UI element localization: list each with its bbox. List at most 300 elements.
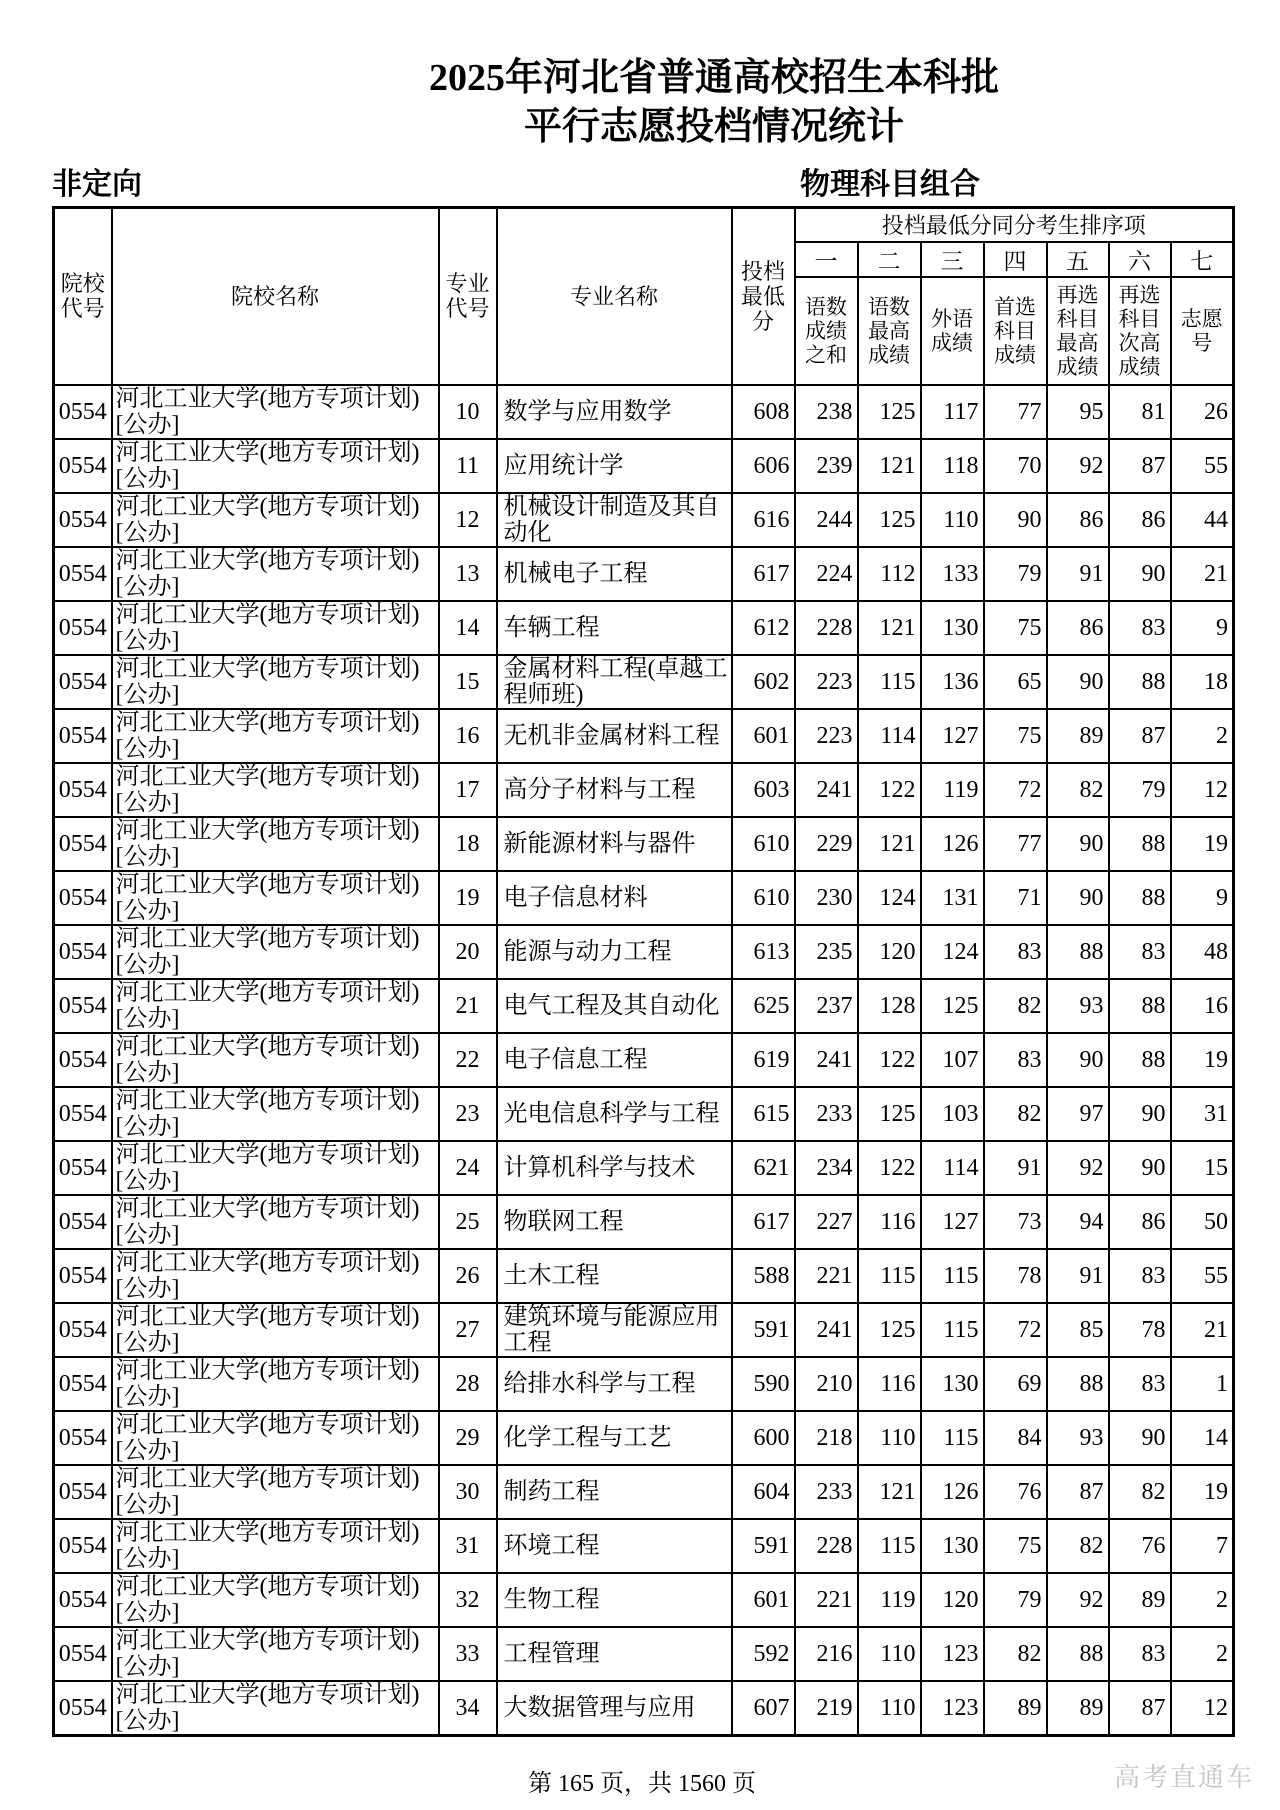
header-major-name: 专业名称: [497, 208, 732, 385]
tiebreak-6-cell: 86: [1109, 1195, 1171, 1249]
college-name-cell: 河北工业大学(地方专项计划)[公办]: [112, 385, 439, 439]
header-tiebreak-label-7: 志愿号: [1171, 277, 1234, 385]
college-name-cell: 河北工业大学(地方专项计划)[公办]: [112, 817, 439, 871]
min-score-cell: 592: [732, 1627, 795, 1681]
major-code-cell: 26: [439, 1249, 497, 1303]
header-ordinal-7: 七: [1171, 242, 1234, 277]
tiebreak-5-cell: 87: [1047, 1465, 1109, 1519]
college-code-cell: 0554: [54, 1411, 112, 1465]
major-name-cell: 应用统计学: [497, 439, 732, 493]
college-code-cell: 0554: [54, 979, 112, 1033]
major-code-cell: 18: [439, 817, 497, 871]
tiebreak-5-cell: 90: [1047, 817, 1109, 871]
tiebreak-3-cell: 131: [921, 871, 984, 925]
major-code-cell: 15: [439, 655, 497, 709]
tiebreak-7-cell: 50: [1171, 1195, 1234, 1249]
table-row: [54, 547, 1234, 601]
tiebreak-1-cell: 230: [795, 871, 858, 925]
college-code-cell: 0554: [54, 1573, 112, 1627]
college-code-cell: 0554: [54, 871, 112, 925]
tiebreak-2-cell: 128: [858, 979, 921, 1033]
tiebreak-1-cell: 224: [795, 547, 858, 601]
tiebreak-3-cell: 115: [921, 1249, 984, 1303]
tiebreak-2-cell: 122: [858, 763, 921, 817]
tiebreak-7-cell: 2: [1171, 1627, 1234, 1681]
college-name-cell: 河北工业大学(地方专项计划)[公办]: [112, 1195, 439, 1249]
college-code-cell: 0554: [54, 655, 112, 709]
table-row: [54, 1033, 1234, 1087]
header-ordinal-6: 六: [1109, 242, 1171, 277]
tiebreak-2-cell: 122: [858, 1033, 921, 1087]
tiebreak-7-cell: 18: [1171, 655, 1234, 709]
tiebreak-2-cell: 121: [858, 439, 921, 493]
tiebreak-7-cell: 2: [1171, 709, 1234, 763]
tiebreak-1-cell: 210: [795, 1357, 858, 1411]
tiebreak-4-cell: 90: [984, 493, 1047, 547]
major-name-cell: 车辆工程: [497, 601, 732, 655]
table-row: [54, 709, 1234, 763]
table-row: [54, 1411, 1234, 1465]
tiebreak-1-cell: 237: [795, 979, 858, 1033]
tiebreak-1-cell: 241: [795, 1033, 858, 1087]
tiebreak-7-cell: 21: [1171, 547, 1234, 601]
major-code-cell: 21: [439, 979, 497, 1033]
tiebreak-1-cell: 219: [795, 1681, 858, 1736]
tiebreak-4-cell: 76: [984, 1465, 1047, 1519]
tiebreak-5-cell: 92: [1047, 1141, 1109, 1195]
min-score-cell: 603: [732, 763, 795, 817]
tiebreak-5-cell: 88: [1047, 925, 1109, 979]
min-score-cell: 619: [732, 1033, 795, 1087]
tiebreak-4-cell: 71: [984, 871, 1047, 925]
tiebreak-7-cell: 12: [1171, 763, 1234, 817]
tiebreak-1-cell: 228: [795, 1519, 858, 1573]
tiebreak-5-cell: 90: [1047, 1033, 1109, 1087]
tiebreak-7-cell: 19: [1171, 817, 1234, 871]
table-row: [54, 1195, 1234, 1249]
tiebreak-5-cell: 97: [1047, 1087, 1109, 1141]
page-title-line2: 平行志愿投档情况统计: [523, 106, 904, 148]
tiebreak-4-cell: 91: [984, 1141, 1047, 1195]
tiebreak-7-cell: 19: [1171, 1465, 1234, 1519]
table-row: [54, 493, 1234, 547]
tiebreak-4-cell: 79: [984, 1573, 1047, 1627]
tiebreak-6-cell: 78: [1109, 1303, 1171, 1357]
tiebreak-7-cell: 15: [1171, 1141, 1234, 1195]
table-row: [54, 1087, 1234, 1141]
tiebreak-6-cell: 87: [1109, 709, 1171, 763]
meta-row: [52, 164, 1232, 206]
college-code-cell: 0554: [54, 1303, 112, 1357]
tiebreak-6-cell: 90: [1109, 1087, 1171, 1141]
tiebreak-4-cell: 75: [984, 709, 1047, 763]
major-code-cell: 22: [439, 1033, 497, 1087]
min-score-cell: 607: [732, 1681, 795, 1736]
college-code-cell: 0554: [54, 1681, 112, 1736]
table-row: [54, 1141, 1234, 1195]
major-name-cell: 电子信息材料: [497, 871, 732, 925]
major-name-cell: 金属材料工程(卓越工程师班): [497, 655, 732, 709]
page-title: [74, 0, 1280, 152]
college-name-cell: 河北工业大学(地方专项计划)[公办]: [112, 709, 439, 763]
college-name-cell: 河北工业大学(地方专项计划)[公办]: [112, 871, 439, 925]
header-tiebreak-label-4: 首选科目成绩: [984, 277, 1047, 385]
tiebreak-2-cell: 121: [858, 1465, 921, 1519]
tiebreak-7-cell: 44: [1171, 493, 1234, 547]
tiebreak-1-cell: 235: [795, 925, 858, 979]
tiebreak-5-cell: 85: [1047, 1303, 1109, 1357]
college-name-cell: 河北工业大学(地方专项计划)[公办]: [112, 1411, 439, 1465]
table-row: [54, 925, 1234, 979]
tiebreak-3-cell: 117: [921, 385, 984, 439]
tiebreak-7-cell: 2: [1171, 1573, 1234, 1627]
tiebreak-4-cell: 69: [984, 1357, 1047, 1411]
major-code-cell: 14: [439, 601, 497, 655]
tiebreak-5-cell: 93: [1047, 979, 1109, 1033]
major-name-cell: 大数据管理与应用: [497, 1681, 732, 1736]
college-name-cell: 河北工业大学(地方专项计划)[公办]: [112, 1033, 439, 1087]
tiebreak-3-cell: 126: [921, 817, 984, 871]
tiebreak-5-cell: 82: [1047, 1519, 1109, 1573]
table-row: [54, 1357, 1234, 1411]
tiebreak-6-cell: 79: [1109, 763, 1171, 817]
major-name-cell: 新能源材料与器件: [497, 817, 732, 871]
tiebreak-7-cell: 7: [1171, 1519, 1234, 1573]
major-name-cell: 生物工程: [497, 1573, 732, 1627]
college-name-cell: 河北工业大学(地方专项计划)[公办]: [112, 1681, 439, 1736]
tiebreak-2-cell: 121: [858, 601, 921, 655]
major-code-cell: 17: [439, 763, 497, 817]
tiebreak-5-cell: 90: [1047, 655, 1109, 709]
college-code-cell: 0554: [54, 439, 112, 493]
major-code-cell: 24: [439, 1141, 497, 1195]
header-tiebreak-label-1: 语数成绩之和: [795, 277, 858, 385]
header-tiebreak-label-5: 再选科目最高成绩: [1047, 277, 1109, 385]
header-tiebreak-label-3: 外语成绩: [921, 277, 984, 385]
tiebreak-2-cell: 119: [858, 1573, 921, 1627]
tiebreak-2-cell: 112: [858, 547, 921, 601]
major-name-cell: 机械设计制造及其自动化: [497, 493, 732, 547]
table-row: [54, 1681, 1234, 1736]
tiebreak-4-cell: 83: [984, 925, 1047, 979]
tiebreak-7-cell: 31: [1171, 1087, 1234, 1141]
major-code-cell: 13: [439, 547, 497, 601]
major-name-cell: 化学工程与工艺: [497, 1411, 732, 1465]
table-row: [54, 601, 1234, 655]
tiebreak-6-cell: 88: [1109, 871, 1171, 925]
tiebreak-1-cell: 223: [795, 709, 858, 763]
tiebreak-2-cell: 125: [858, 493, 921, 547]
college-code-cell: 0554: [54, 817, 112, 871]
college-name-cell: 河北工业大学(地方专项计划)[公办]: [112, 763, 439, 817]
tiebreak-2-cell: 125: [858, 385, 921, 439]
college-name-cell: 河北工业大学(地方专项计划)[公办]: [112, 1087, 439, 1141]
tiebreak-2-cell: 121: [858, 817, 921, 871]
tiebreak-5-cell: 92: [1047, 1573, 1109, 1627]
college-name-cell: 河北工业大学(地方专项计划)[公办]: [112, 1357, 439, 1411]
tiebreak-4-cell: 72: [984, 1303, 1047, 1357]
tiebreak-2-cell: 120: [858, 925, 921, 979]
tiebreak-6-cell: 76: [1109, 1519, 1171, 1573]
college-code-cell: 0554: [54, 1087, 112, 1141]
table-row: [54, 1573, 1234, 1627]
tiebreak-6-cell: 87: [1109, 439, 1171, 493]
min-score-cell: 615: [732, 1087, 795, 1141]
tiebreak-4-cell: 83: [984, 1033, 1047, 1087]
watermark: 高考直通车: [1113, 1763, 1254, 1792]
table-row: [54, 655, 1234, 709]
major-name-cell: 高分子材料与工程: [497, 763, 732, 817]
major-name-cell: 计算机科学与技术: [497, 1141, 732, 1195]
major-code-cell: 32: [439, 1573, 497, 1627]
tiebreak-1-cell: 233: [795, 1465, 858, 1519]
tiebreak-6-cell: 90: [1109, 547, 1171, 601]
college-name-cell: 河北工业大学(地方专项计划)[公办]: [112, 1465, 439, 1519]
college-name-cell: 河北工业大学(地方专项计划)[公办]: [112, 1519, 439, 1573]
tiebreak-7-cell: 9: [1171, 601, 1234, 655]
tiebreak-7-cell: 16: [1171, 979, 1234, 1033]
tiebreak-3-cell: 123: [921, 1681, 984, 1736]
college-code-cell: 0554: [54, 1465, 112, 1519]
page-title-line1: 2025年河北省普通高校招生本科批: [428, 57, 999, 99]
major-code-cell: 16: [439, 709, 497, 763]
college-name-cell: 河北工业大学(地方专项计划)[公办]: [112, 1627, 439, 1681]
header-college-name: 院校名称: [112, 208, 439, 385]
college-name-cell: 河北工业大学(地方专项计划)[公办]: [112, 601, 439, 655]
college-code-cell: 0554: [54, 1141, 112, 1195]
tiebreak-3-cell: 133: [921, 547, 984, 601]
college-name-cell: 河北工业大学(地方专项计划)[公办]: [112, 1249, 439, 1303]
college-code-cell: 0554: [54, 1249, 112, 1303]
min-score-cell: 617: [732, 1195, 795, 1249]
major-code-cell: 29: [439, 1411, 497, 1465]
tiebreak-4-cell: 75: [984, 1519, 1047, 1573]
tiebreak-5-cell: 88: [1047, 1357, 1109, 1411]
tiebreak-6-cell: 90: [1109, 1141, 1171, 1195]
major-name-cell: 无机非金属材料工程: [497, 709, 732, 763]
college-name-cell: 河北工业大学(地方专项计划)[公办]: [112, 1573, 439, 1627]
tiebreak-5-cell: 95: [1047, 385, 1109, 439]
tiebreak-7-cell: 19: [1171, 1033, 1234, 1087]
college-code-cell: 0554: [54, 1519, 112, 1573]
college-code-cell: 0554: [54, 547, 112, 601]
tiebreak-1-cell: 244: [795, 493, 858, 547]
college-code-cell: 0554: [54, 1357, 112, 1411]
table-row: [54, 1303, 1234, 1357]
tiebreak-6-cell: 88: [1109, 1033, 1171, 1087]
tiebreak-4-cell: 72: [984, 763, 1047, 817]
tiebreak-2-cell: 122: [858, 1141, 921, 1195]
table-row: [54, 385, 1234, 439]
tiebreak-1-cell: 229: [795, 817, 858, 871]
header-tiebreak-group: 投档最低分同分考生排序项: [795, 208, 1234, 242]
min-score-cell: 613: [732, 925, 795, 979]
tiebreak-3-cell: 120: [921, 1573, 984, 1627]
plan-type-label: 非定向: [52, 168, 142, 201]
tiebreak-3-cell: 114: [921, 1141, 984, 1195]
tiebreak-1-cell: 241: [795, 1303, 858, 1357]
major-name-cell: 土木工程: [497, 1249, 732, 1303]
tiebreak-4-cell: 70: [984, 439, 1047, 493]
tiebreak-1-cell: 234: [795, 1141, 858, 1195]
tiebreak-7-cell: 12: [1171, 1681, 1234, 1736]
table-row: [54, 979, 1234, 1033]
min-score-cell: 588: [732, 1249, 795, 1303]
min-score-cell: 601: [732, 709, 795, 763]
tiebreak-2-cell: 114: [858, 709, 921, 763]
tiebreak-1-cell: 233: [795, 1087, 858, 1141]
tiebreak-1-cell: 239: [795, 439, 858, 493]
tiebreak-4-cell: 78: [984, 1249, 1047, 1303]
tiebreak-4-cell: 65: [984, 655, 1047, 709]
min-score-cell: 606: [732, 439, 795, 493]
tiebreak-6-cell: 87: [1109, 1681, 1171, 1736]
header-college-code: 院校代号: [54, 208, 112, 385]
tiebreak-6-cell: 88: [1109, 979, 1171, 1033]
tiebreak-4-cell: 89: [984, 1681, 1047, 1736]
table-header: [54, 208, 1234, 385]
major-code-cell: 27: [439, 1303, 497, 1357]
tiebreak-6-cell: 90: [1109, 1411, 1171, 1465]
tiebreak-2-cell: 115: [858, 1249, 921, 1303]
tiebreak-3-cell: 136: [921, 655, 984, 709]
min-score-cell: 591: [732, 1519, 795, 1573]
tiebreak-5-cell: 94: [1047, 1195, 1109, 1249]
tiebreak-3-cell: 124: [921, 925, 984, 979]
major-code-cell: 31: [439, 1519, 497, 1573]
college-name-cell: 河北工业大学(地方专项计划)[公办]: [112, 439, 439, 493]
header-major-code: 专业代号: [439, 208, 497, 385]
major-name-cell: 光电信息科学与工程: [497, 1087, 732, 1141]
header-ordinal-5: 五: [1047, 242, 1109, 277]
min-score-cell: 608: [732, 385, 795, 439]
major-name-cell: 电气工程及其自动化: [497, 979, 732, 1033]
tiebreak-6-cell: 88: [1109, 817, 1171, 871]
table-row: [54, 1519, 1234, 1573]
tiebreak-5-cell: 82: [1047, 763, 1109, 817]
tiebreak-3-cell: 107: [921, 1033, 984, 1087]
tiebreak-6-cell: 83: [1109, 1627, 1171, 1681]
tiebreak-5-cell: 91: [1047, 1249, 1109, 1303]
tiebreak-6-cell: 82: [1109, 1465, 1171, 1519]
tiebreak-4-cell: 82: [984, 1087, 1047, 1141]
college-code-cell: 0554: [54, 493, 112, 547]
college-name-cell: 河北工业大学(地方专项计划)[公办]: [112, 1303, 439, 1357]
tiebreak-2-cell: 124: [858, 871, 921, 925]
tiebreak-6-cell: 83: [1109, 601, 1171, 655]
header-tiebreak-label-6: 再选科目次高成绩: [1109, 277, 1171, 385]
page-number: 第 165 页，共 1560 页: [528, 1770, 756, 1797]
min-score-cell: 600: [732, 1411, 795, 1465]
major-name-cell: 机械电子工程: [497, 547, 732, 601]
tiebreak-5-cell: 88: [1047, 1627, 1109, 1681]
header-ordinal-3: 三: [921, 242, 984, 277]
major-name-cell: 工程管理: [497, 1627, 732, 1681]
tiebreak-7-cell: 55: [1171, 439, 1234, 493]
major-name-cell: 环境工程: [497, 1519, 732, 1573]
table-row: [54, 439, 1234, 493]
tiebreak-5-cell: 86: [1047, 601, 1109, 655]
college-name-cell: 河北工业大学(地方专项计划)[公办]: [112, 547, 439, 601]
min-score-cell: 621: [732, 1141, 795, 1195]
tiebreak-1-cell: 227: [795, 1195, 858, 1249]
tiebreak-4-cell: 82: [984, 1627, 1047, 1681]
tiebreak-4-cell: 75: [984, 601, 1047, 655]
tiebreak-1-cell: 221: [795, 1249, 858, 1303]
college-name-cell: 河北工业大学(地方专项计划)[公办]: [112, 655, 439, 709]
major-name-cell: 物联网工程: [497, 1195, 732, 1249]
college-name-cell: 河北工业大学(地方专项计划)[公办]: [112, 925, 439, 979]
tiebreak-1-cell: 241: [795, 763, 858, 817]
major-code-cell: 34: [439, 1681, 497, 1736]
major-name-cell: 建筑环境与能源应用工程: [497, 1303, 732, 1357]
major-name-cell: 电子信息工程: [497, 1033, 732, 1087]
table-body: [54, 385, 1234, 1736]
tiebreak-5-cell: 89: [1047, 1681, 1109, 1736]
tiebreak-3-cell: 130: [921, 601, 984, 655]
tiebreak-7-cell: 26: [1171, 385, 1234, 439]
tiebreak-2-cell: 110: [858, 1627, 921, 1681]
tiebreak-2-cell: 116: [858, 1195, 921, 1249]
tiebreak-3-cell: 110: [921, 493, 984, 547]
tiebreak-7-cell: 48: [1171, 925, 1234, 979]
min-score-cell: 610: [732, 817, 795, 871]
min-score-cell: 591: [732, 1303, 795, 1357]
tiebreak-1-cell: 238: [795, 385, 858, 439]
min-score-cell: 625: [732, 979, 795, 1033]
major-name-cell: 能源与动力工程: [497, 925, 732, 979]
tiebreak-3-cell: 127: [921, 709, 984, 763]
table-row: [54, 1249, 1234, 1303]
tiebreak-1-cell: 221: [795, 1573, 858, 1627]
tiebreak-2-cell: 116: [858, 1357, 921, 1411]
major-name-cell: 给排水科学与工程: [497, 1357, 732, 1411]
tiebreak-5-cell: 89: [1047, 709, 1109, 763]
tiebreak-6-cell: 81: [1109, 385, 1171, 439]
college-code-cell: 0554: [54, 1627, 112, 1681]
major-code-cell: 10: [439, 385, 497, 439]
major-name-cell: 制药工程: [497, 1465, 732, 1519]
tiebreak-5-cell: 86: [1047, 493, 1109, 547]
tiebreak-3-cell: 119: [921, 763, 984, 817]
major-code-cell: 19: [439, 871, 497, 925]
tiebreak-6-cell: 83: [1109, 1357, 1171, 1411]
tiebreak-3-cell: 125: [921, 979, 984, 1033]
tiebreak-6-cell: 83: [1109, 1249, 1171, 1303]
tiebreak-2-cell: 110: [858, 1411, 921, 1465]
tiebreak-4-cell: 77: [984, 817, 1047, 871]
major-code-cell: 28: [439, 1357, 497, 1411]
major-code-cell: 20: [439, 925, 497, 979]
table-row: [54, 763, 1234, 817]
tiebreak-4-cell: 73: [984, 1195, 1047, 1249]
major-code-cell: 33: [439, 1627, 497, 1681]
min-score-cell: 604: [732, 1465, 795, 1519]
header-tiebreak-label-2: 语数最高成绩: [858, 277, 921, 385]
major-code-cell: 30: [439, 1465, 497, 1519]
tiebreak-5-cell: 90: [1047, 871, 1109, 925]
tiebreak-6-cell: 88: [1109, 655, 1171, 709]
subject-group-label: 物理科目组合: [800, 168, 980, 201]
header-ordinal-4: 四: [984, 242, 1047, 277]
min-score-cell: 601: [732, 1573, 795, 1627]
table-row: [54, 1627, 1234, 1681]
tiebreak-1-cell: 216: [795, 1627, 858, 1681]
major-code-cell: 12: [439, 493, 497, 547]
tiebreak-3-cell: 115: [921, 1303, 984, 1357]
admission-table: [52, 206, 1235, 1737]
tiebreak-2-cell: 115: [858, 655, 921, 709]
